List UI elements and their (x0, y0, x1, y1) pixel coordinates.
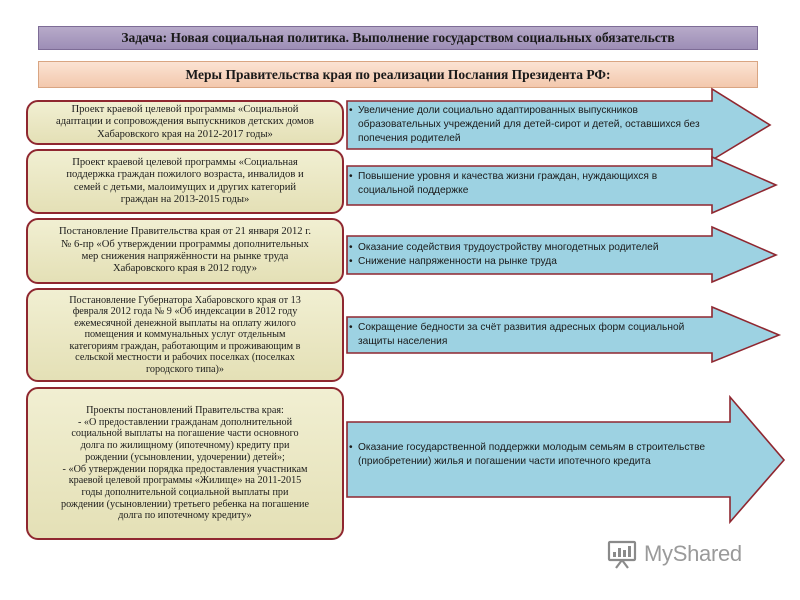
program-line: Постановление Правительства края от 21 января 2012 г. (58, 226, 312, 238)
program-line: - «Об утверждении порядка предоставления участникам (62, 463, 308, 475)
program-line: рождении (усыновлении, удочерении) детей»; (85, 451, 285, 463)
program-line: - «О предоставлении гражданам дополнительной (77, 416, 293, 428)
program-line: долга по жилищному (ипотечному) кредиту при (80, 440, 290, 452)
outcome-bullet: • Оказание содействия трудоустройству многодетных родителей (348, 241, 708, 255)
program-line: № 6-пр «Об утверждении программы дополнительных (61, 238, 309, 250)
program-line: семей с детьми, малоимущих и других категорий (73, 181, 297, 193)
myshared-logo[interactable] (606, 536, 776, 572)
program-line: Хабаровского края в 2012 году» (112, 263, 258, 275)
program-line: мер снижения напряжённости на рынке труда (81, 251, 289, 262)
logo-text: MyShared (644, 541, 742, 566)
program-line: долга по ипотечному кредиту» (118, 510, 252, 522)
outcome-bullet: • Оказание государственной поддержки молодым семьям в строительстве (приобретении) жилья и погашении части ипотечного кредита (348, 441, 723, 469)
task-header-text: Задача: Новая социальная политика. Выполнение государством социальных обязательств (121, 30, 675, 45)
program-line: Постановление Губернатора Хабаровского края от 13 (69, 295, 301, 307)
program-box-1 (26, 100, 344, 145)
outcome-bullet: • Увеличение доли социально адаптированных выпускников образовательных учреждений для детей-сирот и детей, оставшихся без попечения родителей (348, 104, 708, 145)
outcome-bullet: • Повышение уровня и качества жизни граждан, нуждающихся в социальной поддержке (348, 170, 708, 198)
program-box-2 (26, 149, 344, 214)
outcome-text-2 (348, 164, 708, 204)
presentation-icon (606, 538, 638, 570)
program-line: граждан на 2013-2015 годы» (120, 193, 250, 205)
program-line: рождении (усыновлении) третьего ребенка на погашение (61, 498, 309, 510)
program-lines (66, 157, 303, 207)
program-lines (61, 405, 309, 522)
program-line: Проекты постановлений Правительства края: (86, 404, 284, 416)
program-line: Проект краевой целевой программы «Социальной (71, 103, 299, 115)
program-line: городского типа)» (145, 363, 225, 375)
program-line: ежемесячной денежной выплаты на оплату жилого (74, 317, 296, 329)
outcome-text-5 (348, 420, 723, 490)
outcome-text-3 (348, 235, 708, 275)
program-line: сельской местности и рабочих поселках (поселках (75, 352, 295, 364)
program-lines (59, 226, 311, 276)
program-line: поддержка граждан пожилого возраста, инвалидов и (66, 169, 304, 181)
program-box-5 (26, 387, 344, 540)
program-line: социальной выплаты на погашение части основного (71, 428, 299, 440)
program-lines (69, 295, 301, 375)
outcome-text-1 (348, 98, 708, 152)
program-line: помещения и коммунальных услуг отдельным (84, 329, 286, 341)
program-lines (56, 104, 314, 141)
program-box-4 (26, 288, 344, 382)
outcome-bullet: • Снижение напряженности на рынке труда (348, 255, 708, 269)
outcome-bullet: • Сокращение бедности за счёт развития адресных форм социальной защиты населения (348, 321, 718, 349)
program-line: Хабаровского края на 2012-2017 годы» (97, 128, 273, 140)
measures-header-text: Меры Правительства края по реализации Послания Президента РФ: (185, 66, 611, 82)
program-line: краевой целевой программы «Жилище» на 2011-2015 (68, 475, 302, 487)
program-line: адаптации и сопровождения выпускников детских домов (56, 116, 314, 128)
program-line: категориям граждан, работающим и проживающим в (69, 340, 301, 352)
program-line: годы дополнительной социальной выплаты при (81, 486, 289, 498)
outcome-text-4 (348, 315, 718, 355)
program-line: Проект краевой целевой программы «Социальная (72, 156, 298, 168)
program-box-3 (26, 218, 344, 284)
program-line: февраля 2012 года № 9 «Об индексации в 2012 году (72, 306, 298, 318)
